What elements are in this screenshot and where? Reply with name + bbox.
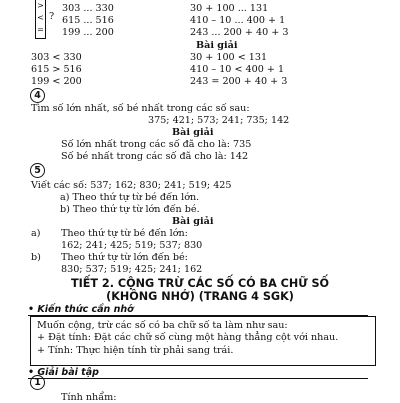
ex3-answer-right-3: 243 = 200 + 40 + 3 — [190, 76, 288, 87]
knowledge-line-1: Muốn cộng, trừ các số có ba chữ số ta làm như sau: — [37, 320, 288, 331]
ex3-answer-right-1: 30 + 100 < 131 — [190, 52, 268, 63]
ex3-right-row-2: 410 – 10 ... 400 + 1 — [190, 15, 286, 26]
ex5-answer-b-text: Theo thứ tự từ lớn đến bé: — [61, 252, 188, 263]
knowledge-heading: • Kiến thức cần nhớ — [28, 304, 134, 315]
ex5-answer-a-label: a) — [31, 228, 41, 239]
ex3-right-row-3: 243 ... 200 + 40 + 3 — [190, 27, 289, 38]
ex3-left-row-2: 615 ... 516 — [62, 15, 114, 26]
ex5-answer-b-label: b) — [31, 252, 41, 263]
symbol-greater: > — [37, 1, 44, 10]
exercises-heading: • Giải bài tập — [28, 367, 99, 378]
ex3-solution-label: Bài giải — [196, 40, 238, 51]
ex5-part-b: b) Theo thứ tự từ lớn đến bé. — [60, 204, 200, 215]
ex5-solution-label: Bài giải — [172, 216, 214, 227]
ex3-answer-left-2: 615 > 516 — [31, 64, 82, 75]
symbol-less: < — [37, 13, 44, 22]
ex3-left-row-1: 303 ... 330 — [62, 3, 114, 14]
ex4-numbers: 375; 421; 573; 241; 735; 142 — [148, 115, 290, 126]
ex3-right-row-1: 30 + 100 ... 131 — [190, 3, 269, 14]
knowledge-line-3: + Tính: Thực hiện tính từ phải sang trái. — [37, 345, 234, 356]
comparison-symbols-box — [35, 0, 46, 39]
ex4-smallest-line: Số bé nhất trong các số đã cho là: 142 — [61, 151, 249, 162]
lesson-title-line-1: TIẾT 2. CỘNG TRỪ CÁC SỐ CÓ BA CHỮ SỐ — [70, 277, 330, 290]
ex5-prompt: Viết các số: 537; 162; 830; 241; 519; 425 — [31, 180, 232, 191]
ex3-answer-right-2: 410 – 10 < 400 + 1 — [190, 64, 285, 75]
exercise-4-number: 4 — [30, 88, 45, 103]
symbol-equal: = — [37, 25, 44, 34]
ex5-answer-b-values: 830; 537; 519; 425; 241; 162 — [61, 264, 203, 275]
knowledge-box — [30, 316, 376, 366]
ex4-largest-line: Số lớn nhất trong các số đã cho là: 735 — [61, 139, 252, 150]
ex4-prompt: Tìm số lớn nhất, số bé nhất trong các số sau: — [31, 103, 250, 114]
ex5-answer-a-text: Theo thứ tự từ bé đến lớn: — [61, 228, 188, 239]
knowledge-line-2: + Đặt tính: Đặt các chữ số cùng một hàng thẳng cột với nhau. — [37, 332, 339, 343]
question-mark: ? — [49, 11, 55, 22]
ex3-answer-left-3: 199 < 200 — [31, 76, 82, 87]
ex5-part-a: a) Theo thứ tự từ bé đến lớn. — [60, 192, 200, 203]
ex4-solution-label: Bài giải — [172, 127, 214, 138]
exercise-5-number: 5 — [30, 163, 45, 178]
ex3-answer-left-1: 303 < 330 — [31, 52, 82, 63]
lesson-title-line-2: (KHÔNG NHỚ) (TRANG 4 SGK) — [106, 290, 294, 303]
ex3-left-row-3: 199 ... 200 — [62, 27, 114, 38]
exercise-1-number: 1 — [30, 375, 45, 390]
ex5-answer-a-values: 162; 241; 425; 519; 537; 830 — [61, 240, 203, 251]
exercises-divider — [28, 378, 368, 379]
exercise-1-first-line: Tính nhẩm: — [61, 392, 117, 403]
